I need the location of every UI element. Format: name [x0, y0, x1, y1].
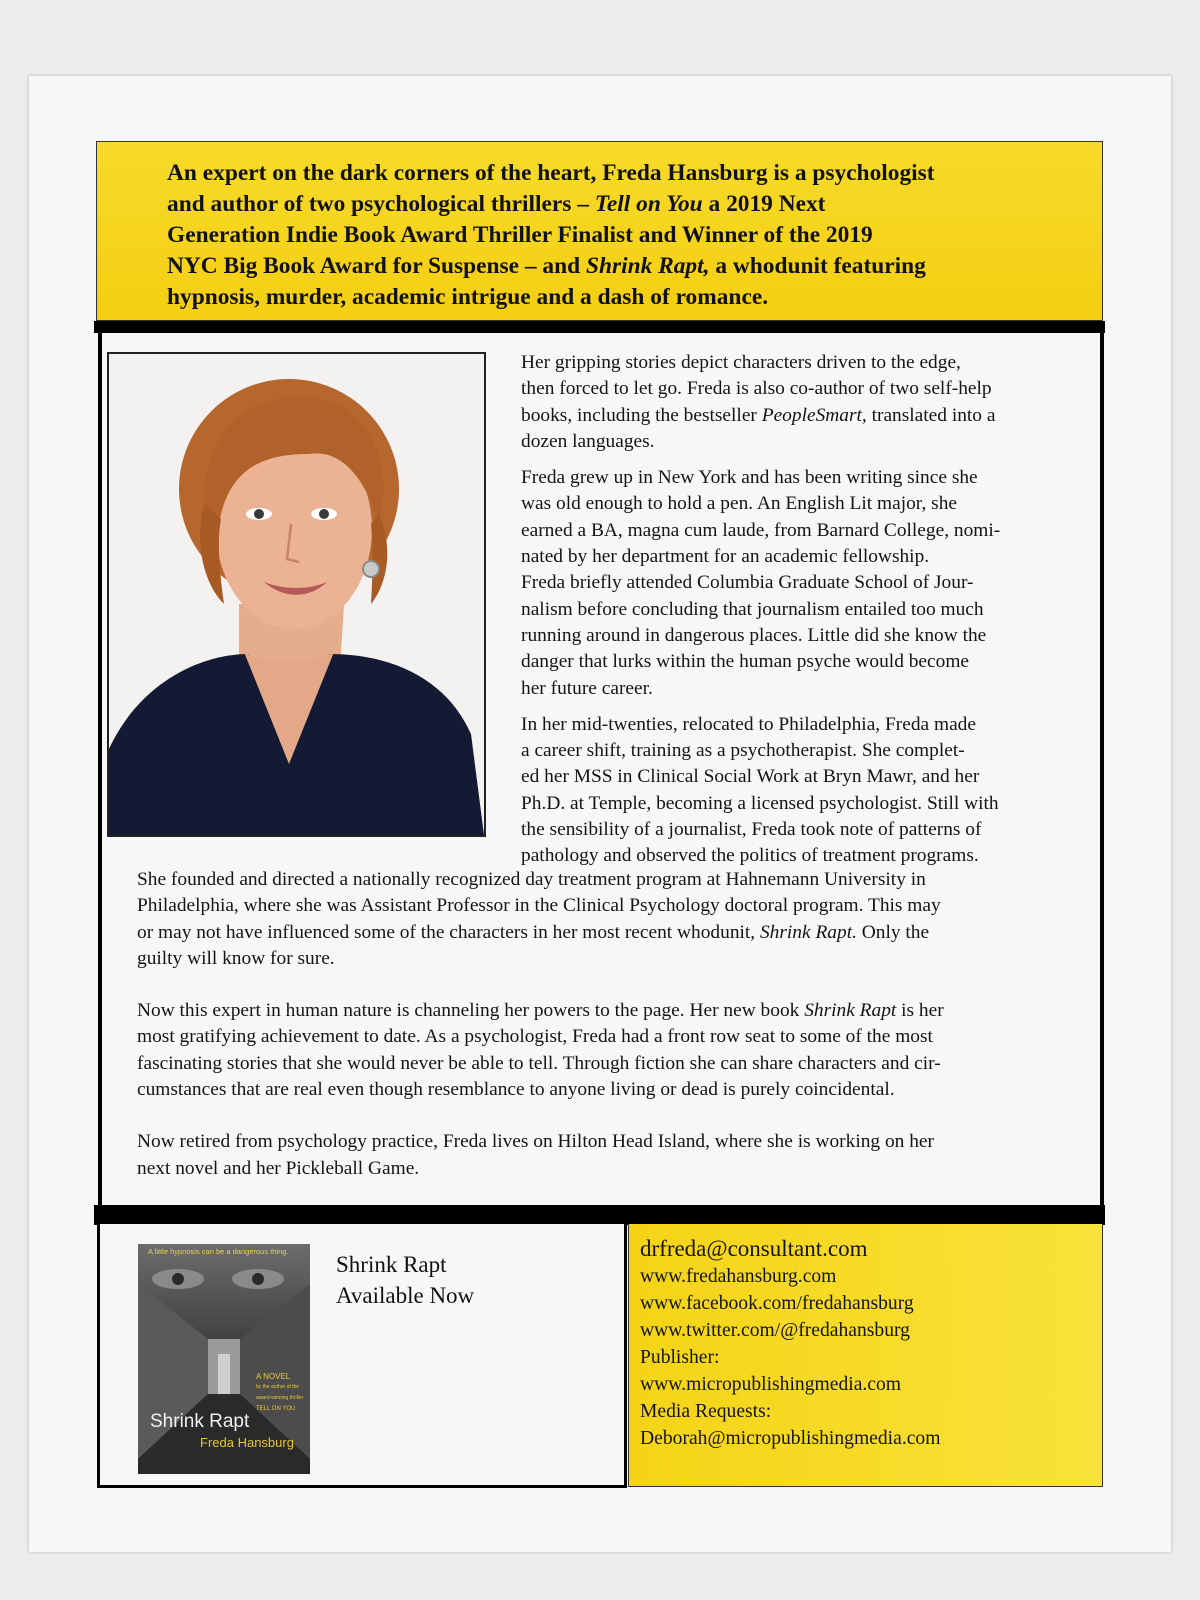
website-link[interactable]: www.fredahansburg.com: [640, 1266, 837, 1287]
bio-paragraph: Freda grew up in New York and has been writing since she was old enough to hold a pen. An English Lit major, she earned a BA, magna cum laude, from Barnard College, nomi- nated by her department for an academic fellowship. Freda briefly attended Columbia Graduate School of Jour- nalism before concluding that journalism entailed too much running around in dangerous places. Little did she know the danger that lurks within the human psyche would become her future career.: [521, 467, 1001, 699]
email-link[interactable]: drfreda@consultant.com: [640, 1236, 868, 1261]
media-requests-label: Media Requests:: [640, 1401, 772, 1422]
author-portrait-icon: [109, 354, 484, 835]
bio-paragraph: She founded and directed a nationally recognized day treatment program at Hahnemann University in Philadelphia, where she was Assistant Professor in the Clinical Psychology doctoral program. This may or may not have influenced some of the characters in her most recent whodunit, Shrink Rapt. Only the guilty will know for sure.: [137, 869, 941, 969]
media-email-link[interactable]: Deborah@micropublishingmedia.com: [640, 1428, 941, 1449]
cover-subtitle: A NOVEL by the author of the award-winning thriller TELL ON YOU: [256, 1372, 304, 1412]
intro-banner: [96, 141, 1103, 321]
bio-column-right: [521, 350, 1073, 880]
banner-line: Generation Indie Book Award Thriller Finalist and Winner of the 2019: [167, 222, 873, 248]
publisher-link[interactable]: www.micropublishingmedia.com: [640, 1374, 902, 1395]
book-title-label: Shrink Rapt: [336, 1252, 447, 1277]
availability-label: Available Now: [336, 1283, 475, 1308]
contact-panel: [628, 1224, 1103, 1487]
bio-paragraph: Her gripping stories depict characters driven to the edge, then forced to let go. Freda is also co-author of two self-help books, including the bestseller PeopleSmart, translated into a dozen languages.: [521, 352, 996, 452]
bio-paragraph: Now retired from psychology practice, Freda lives on Hilton Head Island, where she is working on her next novel and her Pickleball Game.: [137, 1131, 934, 1179]
cover-tagline: A little hypnosis can be a dangerous thing.: [148, 1247, 289, 1256]
bio-paragraph: In her mid-twenties, relocated to Philadelphia, Freda made a career shift, training as a psychotherapist. She complet- ed her MSS in Clinical Social Work at Bryn Mawr, and her Ph.D. at Temple, becoming a licensed psychologist. Still with the sensibility of a journalist, Freda took note of patterns of pathology and observed the politics of treatment programs.: [521, 713, 999, 867]
twitter-link[interactable]: www.twitter.com/@fredahansburg: [640, 1320, 910, 1341]
bio-paragraph: Now this expert in human nature is channeling her powers to the page. Her new book Shrink Rapt is her most gratifying achievement to date. As a psychologist, Freda had a front row seat to some of the most fascinating stories that she would never be able to tell. Through fiction she can share characters and cir- cumstances that are real even though resemblance to anyone living or dead is purely coincidental.: [137, 1000, 944, 1101]
banner-line: hypnosis, murder, academic intrigue and a dash of romance.: [167, 284, 769, 310]
book-availability: [336, 1249, 474, 1311]
cover-author: Freda Hansburg: [200, 1435, 294, 1450]
author-photo: [107, 352, 486, 837]
banner-line: An expert on the dark corners of the heart, Freda Hansburg is a psychologist: [167, 160, 935, 186]
cover-title: Shrink Rapt: [150, 1411, 250, 1432]
publisher-label: Publisher:: [640, 1347, 720, 1368]
top-divider: [94, 321, 1105, 333]
book-cover: [138, 1244, 310, 1474]
bio-column-full: [137, 867, 1072, 1208]
facebook-link[interactable]: www.facebook.com/fredahansburg: [640, 1293, 914, 1314]
banner-line: NYC Big Book Award for Suspense – and Shrink Rapt, a whodunit featuring: [167, 253, 926, 279]
banner-line: and author of two psychological thrillers – Tell on You a 2019 Next: [167, 191, 826, 217]
middle-divider: [94, 1205, 1105, 1225]
